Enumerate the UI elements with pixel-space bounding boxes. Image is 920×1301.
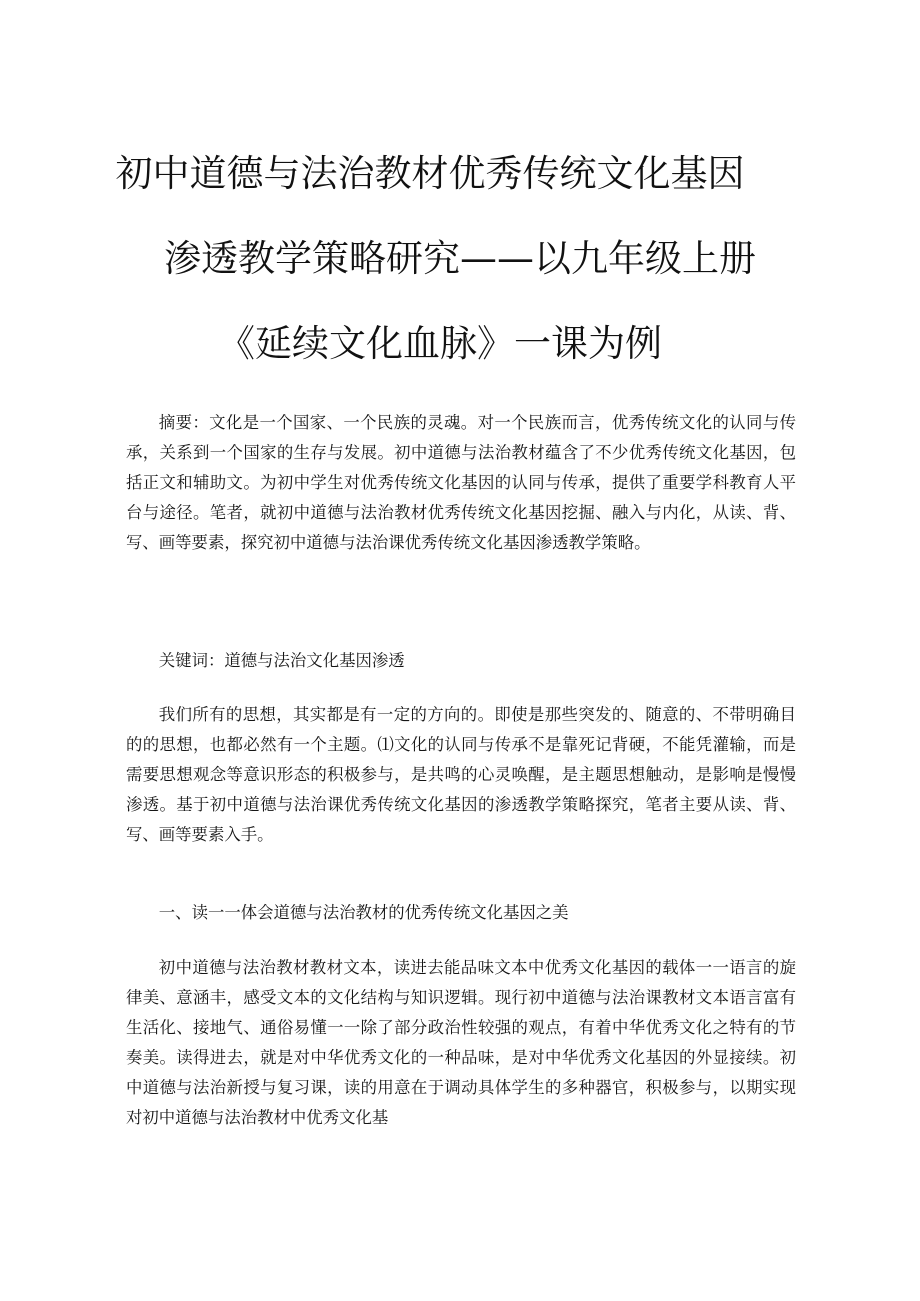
title-line-3: 《延续文化血脉》一课为例 bbox=[218, 322, 662, 365]
section-heading-1: 一、读一一体会道德与法治教材的优秀传统文化基因之美 bbox=[158, 903, 569, 922]
section-1-body-paragraph: 初中道德与法治教材教材文本，读进去能品味文本中优秀文化基因的载体一一语言的旋律美、意涵丰，感受文本的文化结构与知识逻辑。现行初中道德与法治课教材文本语言富有生活化、接地气、通俗易懂一一除了部分政治性较强的观点，有着中华优秀文化之特有的节奏美。读得进去，就是对中华优秀文化的一种品味，是对中华优秀文化基因的外显接续。初中道德与法治新授与复习课，读的用意在于调动具体学生的多种器官，积极参与，以期实现对初中道德与法治教材中优秀文化基 bbox=[126, 958, 796, 1127]
intro-paragraph: 我们所有的思想，其实都是有一定的方向的。即使是那些突发的、随意的、不带明确目的的思想，也都必然有一个主题。⑴文化的认同与传承不是靠死记背硬，不能凭灌输，而是需要思想观念等意识形态的积极参与，是共鸣的心灵唤醒，是主题思想触动，是影响是慢慢渗透。基于初中道德与法治课优秀传统文化基因的渗透教学策略探究，笔者主要从读、背、写、画等要素入手。 bbox=[126, 705, 796, 844]
abstract-paragraph: 摘要：文化是一个国家、一个民族的灵魂。对一个民族而言，优秀传统文化的认同与传承，关系到一个国家的生存与发展。初中道德与法治教材蕴含了不少优秀传统文化基因，包括正文和辅助文。为初中学生对优秀传统文化基因的认同与传承，提供了重要学科教育人平台与途径。笔者，就初中道德与法治教材优秀传统文化基因挖掘、融入与内化，从读、背、写、画等要素，探究初中道德与法治课优秀传统文化基因渗透教学策略。 bbox=[126, 413, 796, 552]
title-line-2: 渗透教学策略研究——以九年级上册 bbox=[164, 237, 756, 280]
keywords-line: 关键词：道德与法治文化基因渗透 bbox=[158, 651, 405, 670]
title-line-1: 初中道德与法治教材优秀传统文化基因 bbox=[115, 152, 745, 195]
